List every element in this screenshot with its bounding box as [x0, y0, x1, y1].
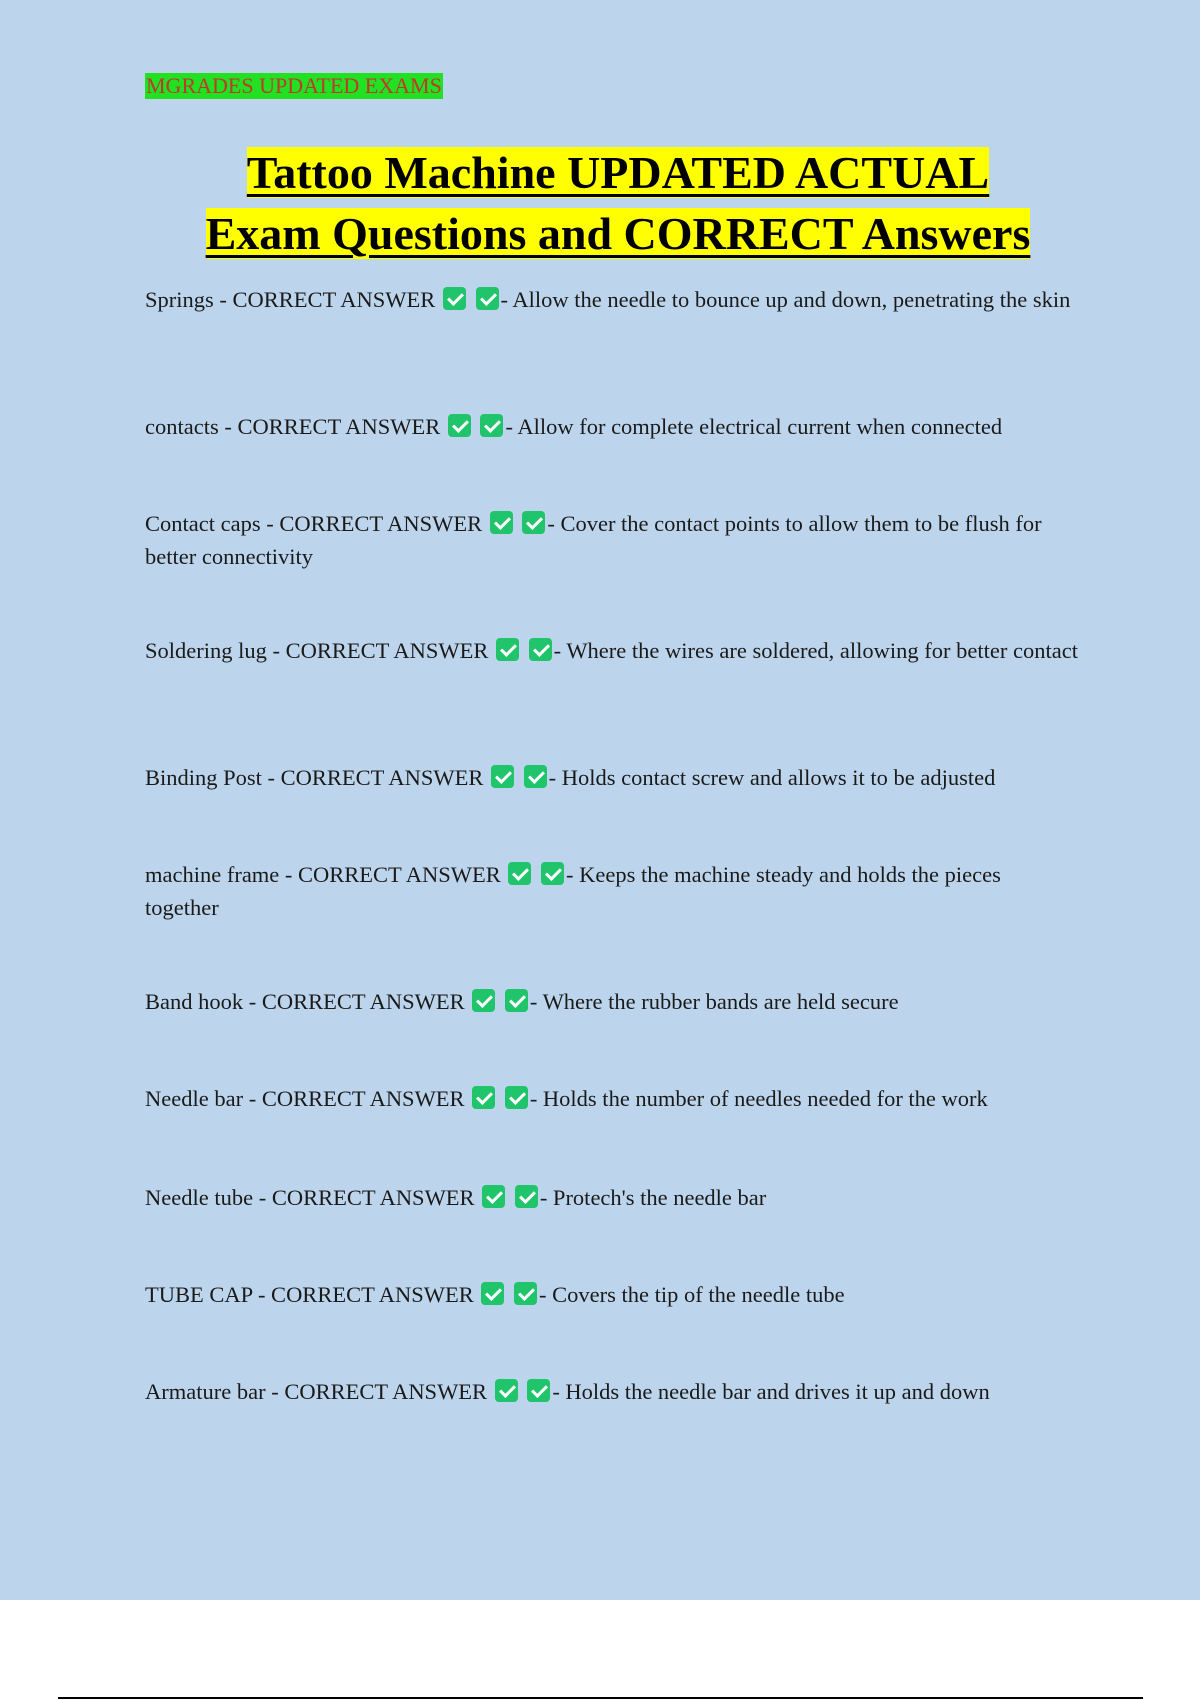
check-mark-icon	[527, 1379, 550, 1402]
check-mark-icon	[524, 765, 547, 788]
qa-term: TUBE CAP	[145, 1282, 253, 1307]
check-mark-icon	[481, 1282, 504, 1305]
qa-item	[145, 985, 1080, 1018]
qa-term: machine frame	[145, 862, 280, 887]
qa-item	[145, 634, 1080, 667]
qa-term: Springs	[145, 287, 214, 312]
qa-separator: - CORRECT ANSWER	[261, 765, 484, 790]
qa-separator: - CORRECT ANSWER	[279, 862, 501, 887]
qa-answer: - Keeps the machine steady and holds the pieces together	[145, 862, 1001, 920]
footer-rule	[58, 1697, 1143, 1699]
qa-answer: - Holds the needle bar and drives it up and down	[552, 1379, 990, 1404]
check-mark-icon	[541, 862, 564, 885]
check-mark-icon	[443, 287, 466, 310]
qa-separator: - CORRECT ANSWER	[252, 1282, 474, 1307]
qa-separator: - CORRECT ANSWER	[266, 638, 489, 663]
qa-term: contacts	[145, 414, 219, 439]
qa-answer: - Allow the needle to bounce up and down, penetrating the skin	[500, 287, 1071, 312]
qa-item	[145, 858, 1080, 924]
qa-answer: - Where the rubber bands are held secure	[529, 989, 899, 1014]
qa-item	[145, 283, 1080, 316]
qa-item	[145, 1375, 1080, 1408]
qa-answer: - Allow for complete electrical current when connected	[505, 414, 1003, 439]
check-mark-icon	[491, 765, 514, 788]
qa-term: Needle tube	[145, 1185, 254, 1210]
page-title	[0, 142, 1200, 264]
qa-separator: - CORRECT ANSWER	[213, 287, 436, 312]
qa-separator: - CORRECT ANSWER	[265, 1379, 488, 1404]
qa-term: Soldering lug	[145, 638, 267, 663]
qa-answer: - Cover the contact points to allow them to be flush for better connectivity	[145, 511, 1042, 569]
title-line-1: Tattoo Machine UPDATED ACTUAL	[246, 147, 990, 198]
qa-item	[145, 761, 1080, 794]
qa-item	[145, 1181, 1080, 1214]
check-mark-icon	[505, 1086, 528, 1109]
qa-answer: - Holds the number of needles needed for the work	[529, 1086, 988, 1111]
check-mark-icon	[515, 1185, 538, 1208]
qa-item	[145, 1278, 1080, 1311]
check-mark-icon	[529, 638, 552, 661]
check-mark-icon	[505, 989, 528, 1012]
qa-term: Contact caps	[145, 511, 261, 536]
header-label: MGRADES UPDATED EXAMS	[146, 73, 442, 98]
qa-item	[145, 507, 1080, 573]
qa-answer: - Holds contact screw and allows it to be adjusted	[548, 765, 996, 790]
qa-answer: - Covers the tip of the needle tube	[539, 1282, 845, 1307]
qa-item	[145, 1082, 1080, 1115]
check-mark-icon	[514, 1282, 537, 1305]
qa-term: Band hook	[145, 989, 244, 1014]
check-mark-icon	[480, 414, 503, 437]
check-mark-icon	[522, 511, 545, 534]
qa-item	[145, 410, 1080, 443]
check-mark-icon	[476, 287, 499, 310]
check-mark-icon	[490, 511, 513, 534]
check-mark-icon	[496, 638, 519, 661]
check-mark-icon	[472, 1086, 495, 1109]
check-mark-icon	[472, 989, 495, 1012]
qa-term: Armature bar	[145, 1379, 266, 1404]
qa-separator: - CORRECT ANSWER	[243, 989, 465, 1014]
qa-answer: - Where the wires are soldered, allowing for better contact	[553, 638, 1078, 663]
qa-separator: - CORRECT ANSWER	[218, 414, 441, 439]
check-mark-icon	[508, 862, 531, 885]
qa-term: Binding Post	[145, 765, 262, 790]
title-line-2: Exam Questions and CORRECT Answers	[205, 208, 1031, 259]
qa-term: Needle bar	[145, 1086, 244, 1111]
check-mark-icon	[448, 414, 471, 437]
qa-separator: - CORRECT ANSWER	[253, 1185, 475, 1210]
qa-answer: - Protech's the needle bar	[539, 1185, 767, 1210]
check-mark-icon	[495, 1379, 518, 1402]
qa-separator: - CORRECT ANSWER	[243, 1086, 465, 1111]
check-mark-icon	[482, 1185, 505, 1208]
qa-separator: - CORRECT ANSWER	[260, 511, 483, 536]
